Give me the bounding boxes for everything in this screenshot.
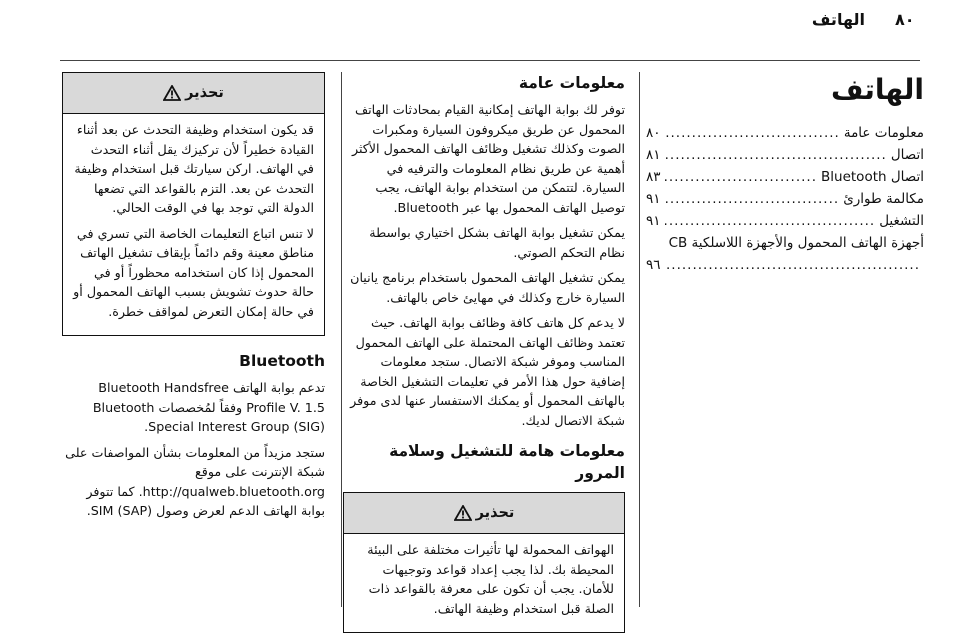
warning-box (62, 72, 325, 336)
warning-text: الهواتف المحمولة لها تأثيرات مختلفة على البيئة المحيطة بك. لذا يجب إعداد قواعد وتوجيهات للأمان. يجب أن تكون على معرفة بالقواعد ذات الصلة قبل استخدام وظيفة الهاتف. (367, 542, 614, 616)
toc-item[interactable] (646, 122, 924, 144)
toc-list (646, 122, 924, 276)
page-header (0, 0, 960, 62)
toc-item-page: ٩٦ (646, 257, 661, 273)
toc-item-label: معلومات عامة (843, 125, 924, 141)
toc-item[interactable] (646, 144, 924, 166)
paragraph: يمكن تشغيل الهاتف المحمول باستخدام برنامج يانيان السيارة خارج وكذلك في مهايئ خاص بالهاتف. (350, 270, 625, 305)
warning-triangle-icon (163, 85, 181, 101)
warning-text: لا تنس اتباع التعليمات الخاصة التي تسري في مناطق معينة وقم دائماً بإيقاف تشغيل الهاتف المحمول إذا كان استخدامه محظوراً أو في حالة حدوث تشويش بسبب الهاتف المحمول أو في حالة إمكان التعرض لمواقف خطرة. (73, 225, 314, 319)
toc-leader (665, 166, 818, 188)
warning-title: تحذير (185, 85, 224, 101)
column-divider-right (639, 72, 640, 607)
toc-item[interactable] (646, 166, 924, 188)
toc-item[interactable] (646, 210, 924, 232)
toc-item-page: ٨٠ (646, 125, 661, 141)
paragraph: يمكن تشغيل بوابة الهاتف بشكل اختياري بواسطة نظام التحكم الصوتي. (369, 225, 625, 260)
toc-item-label: مكالمة طوارئ (843, 191, 924, 207)
toc-item-label: التشغيل (879, 213, 924, 229)
toc-leader (665, 144, 887, 166)
toc-column (646, 72, 924, 276)
paragraph: توفر لك بوابة الهاتف إمكانية القيام بمحادثات الهاتف المحمول عن طريق ميكروفون السيارة ومكبرات الصوت وكذلك تشغيل وظائف الهاتف المحمول الأكثر أهمية عن طريق نظام المعلومات والترفيه في السيارة. لتتمكن من استخدام بوابة الهاتف، يجب توصيل الهاتف المحمول بها عبر Bluetooth. (351, 102, 625, 215)
general-column (343, 72, 625, 633)
column-divider-left (341, 72, 342, 607)
warning-triangle-icon (454, 505, 472, 521)
section-heading-general: معلومات عامة (518, 74, 625, 92)
toc-item-page: ٩١ (646, 213, 661, 229)
toc-item-page: ٨٣ (646, 169, 661, 185)
paragraph: ستجد مزيداً من المعلومات بشأن المواصفات على شبكة الإنترنت على موقع http://qualweb.bluetooth.org. كما تتوفر بوابة الهاتف الدعم لعرض وصول SIM (SAP). (65, 444, 325, 518)
toc-item-continuation (646, 254, 924, 276)
page-number: ٨٠ (895, 10, 915, 29)
toc-item-label: أجهزة الهاتف المحمول والأجهزة اللاسلكية CB (668, 235, 924, 251)
warning-title: تحذير (475, 505, 515, 521)
warning-header (63, 73, 324, 114)
toc-item-page: ٩١ (646, 191, 661, 207)
header-title: الهاتف (811, 10, 865, 29)
paragraph: لا يدعم كل هاتف كافة وظائف بوابة الهاتف. حيث تعتمد وظائف الهاتف المحتملة على الهاتف المحمول المناسب وموفر شبكة الاتصال. ستجد معلومات إضافية حول هذا الأمر في تعليمات التشغيل الخاصة بالهاتف المحمول أو يمكنك الاستفسار عنها لدى موفر شبكة الاتصال لديك. (350, 315, 625, 428)
toc-leader (665, 122, 840, 144)
toc-item[interactable] (646, 188, 924, 210)
bluetooth-column (62, 72, 325, 527)
warning-text: قد يكون استخدام وظيفة التحدث عن بعد أثناء القيادة خطيراً لأن تركيزك يقل أثناء التحدث في الهاتف. اركن سيارتك قبل استخدام وظيفة التحدث عن بعد. التزم بالقواعد التي تضعها الدولة التي توجد بها في الوقت الحالي. (74, 122, 314, 215)
toc-item-label: اتصال Bluetooth (821, 169, 924, 185)
warning-body (63, 114, 324, 335)
toc-leader (665, 210, 876, 232)
toc-leader (665, 188, 840, 210)
warning-header (344, 493, 624, 534)
warning-body (344, 534, 624, 632)
section-heading-safety: معلومات هامة للتشغيل وسلامة المرور (389, 442, 625, 482)
warning-box (343, 492, 625, 633)
section-heading-bluetooth: Bluetooth (239, 352, 325, 370)
toc-item-label: اتصال (890, 147, 924, 163)
toc-item-page: ٨١ (646, 147, 661, 163)
toc-item[interactable] (646, 232, 924, 276)
header-rule (60, 60, 920, 61)
paragraph: تدعم بوابة الهاتف Bluetooth Handsfree Profile V. 1.5 وفقاً لمُخصصات Bluetooth Special Interest Group (SIG). (92, 380, 325, 434)
toc-leader (665, 254, 920, 276)
chapter-title: الهاتف (831, 73, 924, 106)
